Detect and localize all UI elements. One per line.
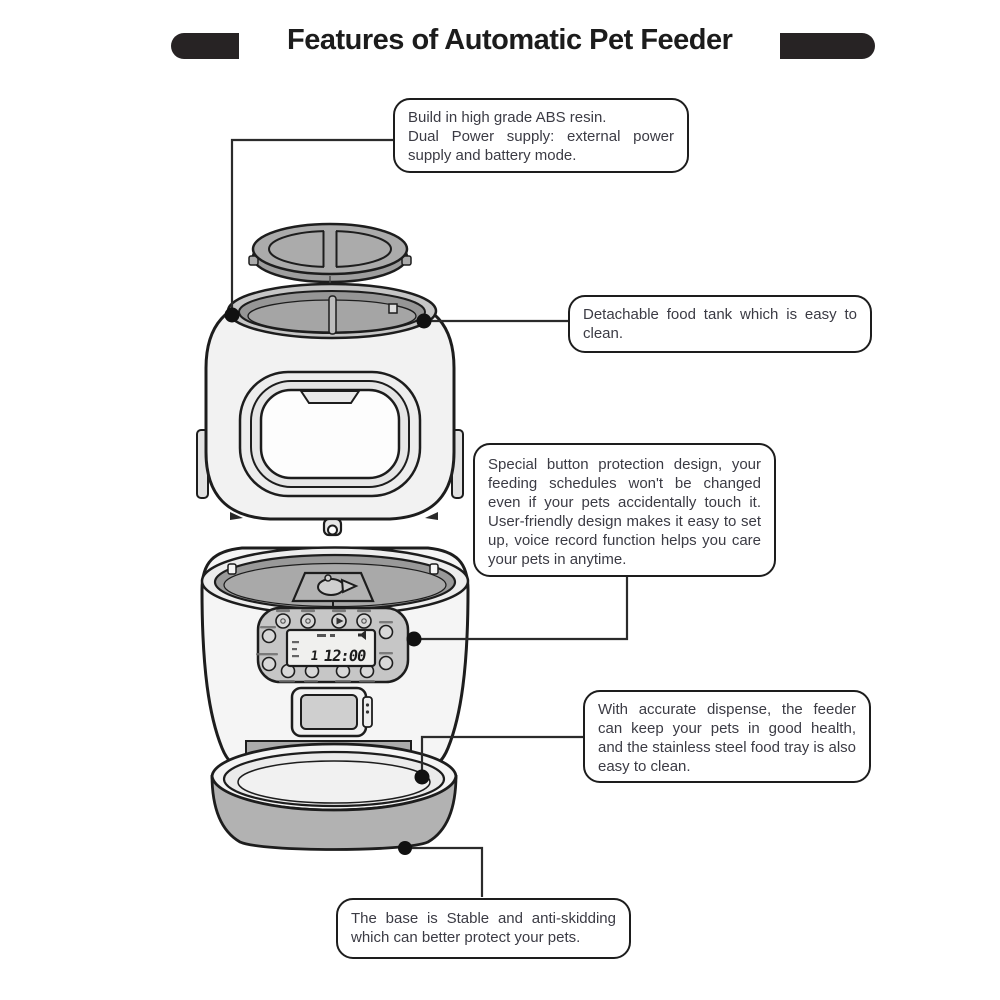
callout-base-text: The base is Stable and anti-skidding which can better protect your pets.	[351, 910, 616, 947]
callout-food-tank	[568, 295, 872, 353]
anchor-dot-base	[398, 841, 412, 855]
food-tray	[212, 741, 456, 850]
callout-material	[393, 98, 689, 173]
title-bar-left-decoration	[171, 33, 239, 59]
tank-foot-right	[425, 512, 438, 520]
control-panel	[256, 608, 408, 682]
leader-base	[409, 848, 482, 897]
feeder-main-body	[202, 548, 468, 769]
lcd-display	[287, 630, 375, 666]
window-notch	[301, 391, 359, 403]
lcd-time: 12:00	[322, 647, 367, 665]
callout-dispense-text: With accurate dispense, the feeder can keep your pets in good health, and the stainless steel food tray is also easy to clean.	[598, 701, 856, 776]
callout-base	[336, 898, 631, 959]
tank-divider	[329, 296, 336, 334]
callout-buttons	[473, 443, 776, 577]
callout-food-tank-text: Detachable food tank which is easy to clean.	[583, 306, 857, 343]
anchor-dot-buttons	[407, 632, 422, 647]
body-top-opening	[202, 548, 468, 615]
anchor-dot-dispense	[415, 770, 430, 785]
tank-sensor-notch	[389, 304, 397, 313]
lcd-day: 1	[309, 649, 320, 664]
chute-door	[292, 688, 372, 736]
stainless-tray	[238, 761, 430, 803]
callout-material-line1: Build in high grade ABS resin.	[408, 109, 607, 126]
callout-material-line2: Dual Power supply: external power supply and battery mode.	[408, 128, 674, 165]
anchor-dot-material	[225, 308, 240, 323]
rim-notch-left	[228, 564, 236, 574]
impeller	[318, 579, 344, 595]
title-bar-right-decoration	[780, 33, 875, 59]
tank-window	[240, 372, 420, 496]
callout-dispense	[583, 690, 871, 783]
anchor-dot-food-tank	[417, 314, 432, 329]
tank-outlet-hole	[328, 526, 337, 535]
tank-opening	[228, 284, 436, 338]
page-title: Features of Automatic Pet Feeder	[287, 24, 733, 56]
callout-buttons-text: Special button protection design, your feeding schedules won't be changed even if your pets accidentally touch it. User-friendly design makes it easy to set up, voice record function helps you care your pets in anytime.	[488, 456, 761, 569]
rim-notch-right	[430, 564, 438, 574]
